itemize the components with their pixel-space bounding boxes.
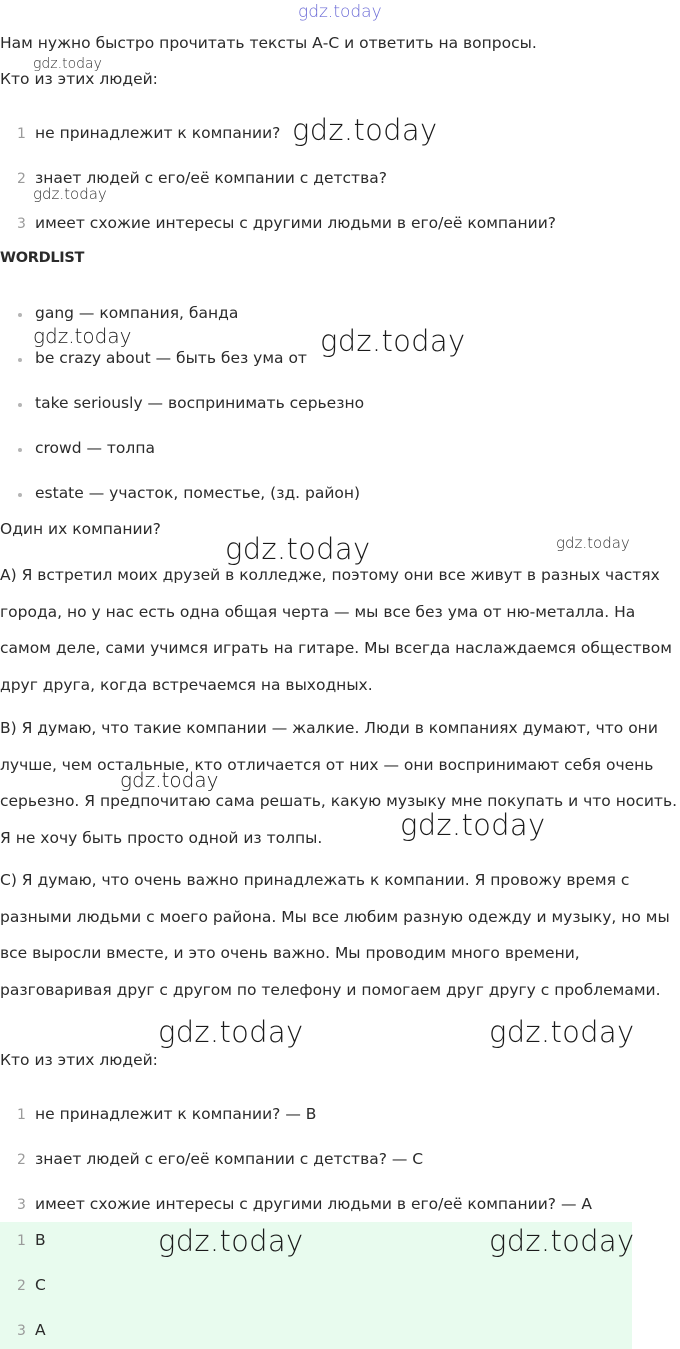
watermark: gdz.today	[292, 113, 438, 147]
final-answer: С	[35, 1276, 46, 1294]
list-number: 1	[17, 1233, 26, 1249]
list-number: 1	[17, 126, 26, 142]
list-item: не принадлежит к компании?	[35, 124, 281, 142]
text-a: А) Я встретил моих друзей в колледже, поэтому они все живут в разных частях города, но у нас есть одна общая черта — мы все без ума от ню-металла. На самом деле, сами учимся играть на гитаре. Мы всегда наслаждаемся обществом друг друга, когда встречаемся на выходных.	[0, 566, 672, 694]
list-number: 3	[17, 1197, 26, 1213]
watermark: gdz.today	[489, 1224, 635, 1258]
wordlist-item: crowd — толпа	[35, 439, 155, 457]
section-question: Один их компании?	[0, 520, 161, 538]
watermark: gdz.today	[320, 324, 466, 358]
bullet-icon	[18, 313, 22, 317]
watermark-top: gdz.today	[298, 2, 382, 22]
watermark: gdz.today	[556, 534, 630, 552]
wordlist-item: gang — компания, банда	[35, 304, 239, 322]
watermark: gdz.today	[158, 1224, 304, 1258]
text-b: B) Я думаю, что такие компании — жалкие. Люди в компаниях думают, что они лучше, чем остальные, кто отличается от них — они воспринимают себя очень серьезно. Я предпочитаю сама решать, какую музыку мне покупать и что носить. Я не хочу быть просто одной из толпы.	[0, 719, 678, 847]
bullet-icon	[18, 448, 22, 452]
wordlist-title: WORDLIST	[0, 250, 85, 266]
watermark: gdz.today	[33, 56, 102, 72]
list-item: знает людей с его/её компании с детства?	[35, 169, 387, 187]
who-label-2: Кто из этих людей:	[0, 1051, 158, 1069]
list-number: 2	[17, 171, 26, 187]
final-answer: B	[35, 1231, 46, 1249]
bullet-icon	[18, 403, 22, 407]
watermark: gdz.today	[489, 1015, 635, 1049]
watermark: gdz.today	[33, 185, 107, 203]
wordlist-item: take seriously — воспринимать серьезно	[35, 394, 365, 412]
list-number: 2	[17, 1278, 26, 1294]
list-number: 2	[17, 1152, 26, 1168]
list-number: 3	[17, 216, 26, 232]
bullet-icon	[18, 493, 22, 497]
wordlist-item: be crazy about — быть без ума от	[35, 349, 307, 367]
wordlist-item: estate — участок, поместье, (зд. район)	[35, 484, 361, 502]
watermark: gdz.today	[225, 532, 371, 566]
text-c: С) Я думаю, что очень важно принадлежать к компании. Я провожу время с разными людьми с моего района. Мы все любим разную одежду и музыку, но мы все выросли вместе, и это очень важно. Мы проводим много времени, разговаривая друг с другом по телефону и помогаем друг другу с проблемами.	[0, 871, 670, 999]
final-answer: А	[35, 1321, 46, 1339]
watermark: gdz.today	[120, 768, 219, 792]
answer-item: не принадлежит к компании? — B	[35, 1105, 317, 1123]
intro-text: Нам нужно быстро прочитать тексты А-С и ответить на вопросы.	[0, 34, 537, 52]
answer-item: имеет схожие интересы с другими людьми в его/её компании? — А	[35, 1195, 592, 1213]
who-label: Кто из этих людей:	[0, 70, 158, 88]
watermark: gdz.today	[400, 808, 546, 842]
list-number: 3	[17, 1323, 26, 1339]
watermark: gdz.today	[33, 324, 132, 348]
list-number: 1	[17, 1107, 26, 1123]
answer-item: знает людей с его/её компании с детства? — С	[35, 1150, 424, 1168]
list-item: имеет схожие интересы с другими людьми в его/её компании?	[35, 214, 557, 232]
bullet-icon	[18, 358, 22, 362]
watermark: gdz.today	[158, 1015, 304, 1049]
